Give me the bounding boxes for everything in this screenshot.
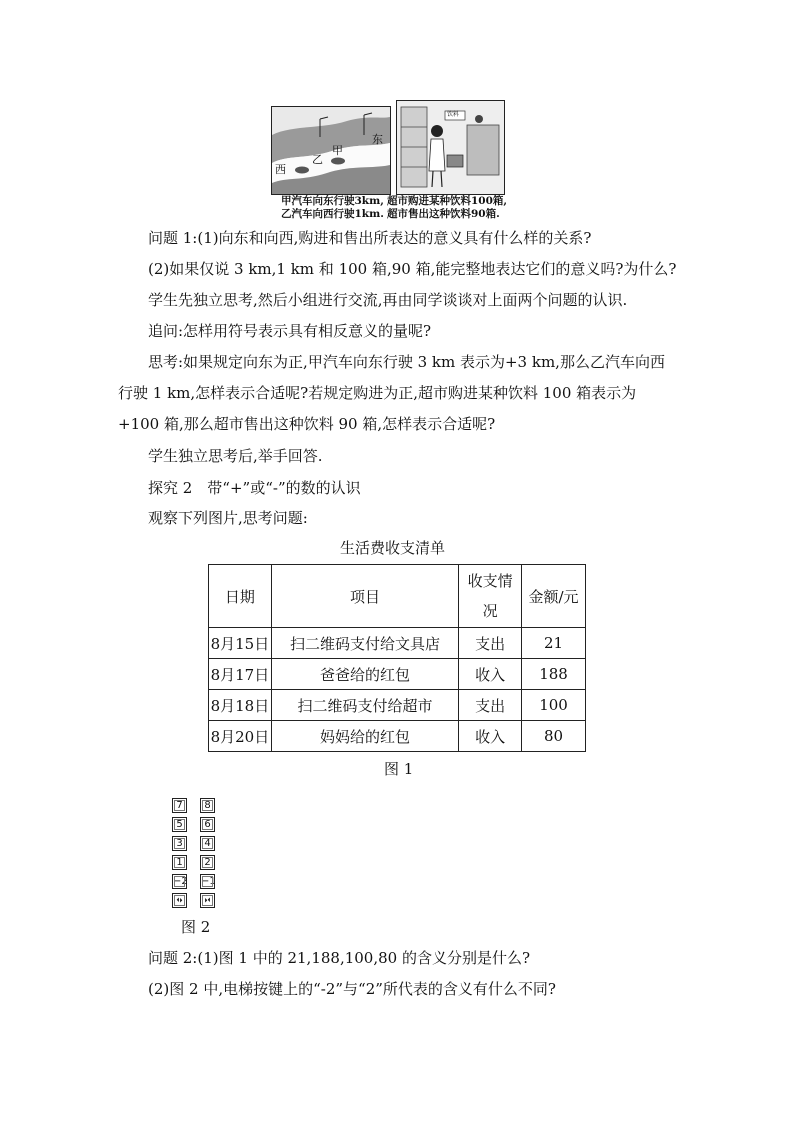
think-line-1: 思考:如果规定向东为正,甲汽车向东行驶 3 km 表示为+3 km,那么乙汽车向西 [148, 353, 665, 371]
elevator-key: 5 [172, 817, 187, 832]
cell-type: 支出 [459, 690, 522, 721]
cell-amount: 80 [522, 721, 586, 752]
cell-date: 8月20日 [209, 721, 272, 752]
ledger-table [208, 564, 586, 752]
caption-right-1: 超市购进某种饮料100箱, [387, 195, 508, 207]
cell-item: 扫二维码支付给文具店 [271, 628, 458, 659]
elevator-key: 7 [172, 798, 187, 813]
cell-date: 8月17日 [209, 659, 272, 690]
table-row [209, 659, 586, 690]
elevator-key: 4 [200, 836, 215, 851]
elevator-key: 2 [200, 855, 215, 870]
header-type-line-2: 况 [482, 602, 498, 620]
table-row [209, 628, 586, 659]
header-type-line-1: 收支情 [467, 572, 513, 590]
table-header-row [209, 565, 586, 628]
elevator-key: 6 [200, 817, 215, 832]
caption-left-2: 乙汽车向西行驶1km. [281, 208, 384, 220]
paragraph-answer: 学生独立思考后,举手回答. [148, 447, 323, 465]
think-line-2: 行驶 1 km,怎样表示合适呢?若规定购进为正,超市购进某种饮料 100 箱表示为 [118, 384, 637, 402]
question-2-part-2: (2)图 2 中,电梯按键上的“-2”与“2”所代表的含义有什么不同? [148, 980, 556, 998]
drink-sign: 饮料 [447, 111, 460, 118]
cell-amount: 21 [522, 628, 586, 659]
cell-date: 8月18日 [209, 690, 272, 721]
elevator-key: 1 [172, 855, 187, 870]
header-amount: 金额/元 [522, 565, 586, 628]
table-row [209, 690, 586, 721]
paragraph-followup: 追问:怎样用符号表示具有相反意义的量呢? [148, 322, 432, 340]
table-row [209, 721, 586, 752]
caption-left-1: 甲汽车向东行驶3km, [281, 195, 384, 207]
question-2-part-1: 问题 2:(1)图 1 中的 21,188,100,80 的含义分别是什么? [148, 949, 531, 967]
caption-right-2: 超市售出这种饮料90箱. [387, 208, 500, 220]
supermarket-illustration [396, 100, 505, 195]
cell-amount: 100 [522, 690, 586, 721]
elevator-key: −1 [201, 876, 216, 887]
door-open-key: ⏴⏵ [172, 893, 187, 908]
figure-1-label: 图 1 [384, 760, 414, 778]
cell-type: 收入 [459, 659, 522, 690]
elevator-key: 3 [172, 836, 187, 851]
car-a-label: 甲 [332, 144, 343, 157]
header-date: 日期 [209, 565, 272, 628]
east-label: 东 [372, 133, 383, 146]
observe-instruction: 观察下列图片,思考问题: [148, 509, 308, 527]
cell-amount: 188 [522, 659, 586, 690]
cell-item: 扫二维码支付给超市 [271, 690, 458, 721]
elevator-key: −2 [173, 876, 188, 887]
header-item: 项目 [271, 565, 458, 628]
paragraph-discussion: 学生先独立思考,然后小组进行交流,再由同学谈谈对上面两个问题的认识. [148, 291, 628, 309]
think-line-3: +100 箱,那么超市售出这种饮料 90 箱,怎样表示合适呢? [118, 415, 496, 433]
cell-type: 支出 [459, 628, 522, 659]
table-title: 生活费收支清单 [340, 539, 446, 557]
road-scene-drawing [272, 107, 390, 194]
question-1-part-2: (2)如果仅说 3 km,1 km 和 100 箱,90 箱,能完整地表达它们的意义吗?为什么? [148, 260, 677, 278]
cell-item: 妈妈给的红包 [271, 721, 458, 752]
header-type [459, 565, 522, 628]
cell-item: 爸爸给的红包 [271, 659, 458, 690]
elevator-keypad [172, 798, 222, 908]
explore-2-heading: 探究 2 带“+”或“-”的数的认识 [148, 479, 361, 497]
cell-type: 收入 [459, 721, 522, 752]
road-illustration [271, 106, 391, 195]
west-label: 西 [275, 163, 286, 176]
car-b-label: 乙 [312, 153, 323, 166]
question-1-part-1: 问题 1:(1)向东和向西,购进和售出所表达的意义具有什么样的关系? [148, 229, 592, 247]
figure-2-label: 图 2 [181, 918, 211, 936]
cell-date: 8月15日 [209, 628, 272, 659]
door-close-key: ⏵⏴ [200, 893, 215, 908]
elevator-key: 8 [200, 798, 215, 813]
